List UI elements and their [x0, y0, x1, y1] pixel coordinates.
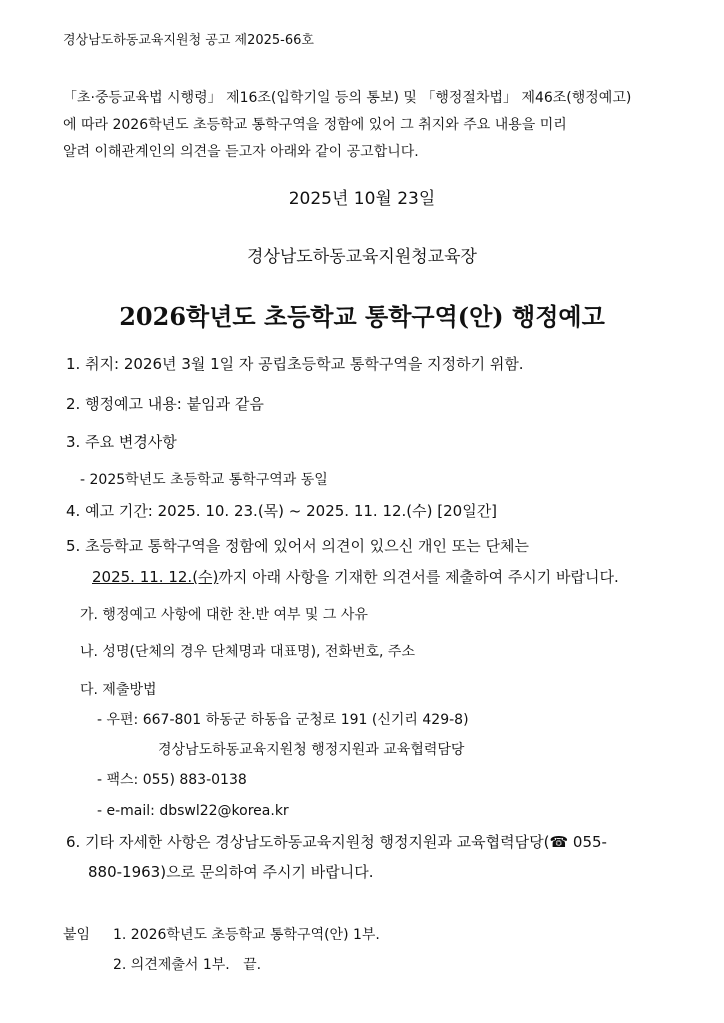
end-mark: 끝.	[243, 957, 262, 973]
intro-line-1: 「초·중등교육법 시행령」 제16조(입학기일 등의 통보) 및 「행정절차법」 제46조(행정예고)	[63, 90, 632, 106]
item-5-c: 다. 제출방법	[80, 682, 157, 698]
item-2: 2. 행정예고 내용: 붙임과 같음	[66, 395, 264, 413]
item-3: 3. 주요 변경사항	[66, 433, 177, 451]
item-5-line-1: 5. 초등학교 통학구역을 정함에 있어서 의견이 있으신 개인 또는 단체는	[66, 537, 529, 555]
item-5-a: 가. 행정예고 사항에 대한 찬.반 여부 및 그 사유	[80, 607, 368, 623]
intro-line-2: 에 따라 2026학년도 초등학교 통학구역을 정함에 있어 그 취지와 주요 내용을 미리	[63, 117, 567, 133]
issuer: 경상남도하동교육지원청교육장	[247, 247, 477, 267]
mail-line-2: 경상남도하동교육지원청 행정지원과 교육협력담당	[158, 742, 465, 758]
item-6-line-1: 6. 기타 자세한 사항은 경상남도하동교육지원청 행정지원과 교육협력담당(☎ 055-	[66, 833, 607, 851]
deadline-date: 2025. 11. 12.(수)	[92, 568, 219, 586]
attachment-1: 1. 2026학년도 초등학교 통학구역(안) 1부.	[113, 927, 380, 943]
attachment-label: 붙임	[63, 927, 91, 943]
announcement-date: 2025년 10월 23일	[288, 189, 436, 209]
document-title: 2026학년도 초등학교 통학구역(안) 행정예고	[119, 302, 605, 331]
email: - e-mail: dbswl22@korea.kr	[97, 803, 289, 819]
item-1: 1. 취지: 2026년 3월 1일 자 공립초등학교 통학구역을 지정하기 위함.	[66, 355, 524, 373]
fax: - 팩스: 055) 883-0138	[97, 772, 247, 788]
item-3-sub: - 2025학년도 초등학교 통학구역과 동일	[80, 472, 328, 488]
attachment-2-text: 2. 의견제출서 1부.	[113, 957, 230, 973]
item-4: 4. 예고 기간: 2025. 10. 23.(목) ~ 2025. 11. 12.(수) [20일간]	[66, 502, 498, 520]
item-6-line-2: 880-1963)으로 문의하여 주시기 바랍니다.	[88, 863, 374, 881]
item-5-line-2	[92, 567, 619, 587]
item-5-line-2-rest: 까지 아래 사항을 기재한 의견서를 제출하여 주시기 바랍니다.	[218, 568, 619, 586]
mail-line-1: - 우편: 667-801 하동군 하동읍 군청로 191 (신기리 429-8)	[97, 712, 469, 728]
notice-number: 경상남도하동교육지원청 공고 제2025-66호	[63, 33, 314, 48]
attachment-2	[113, 955, 261, 975]
intro-line-3: 알려 이해관계인의 의견을 듣고자 아래와 같이 공고합니다.	[63, 144, 419, 160]
item-5-b: 나. 성명(단체의 경우 단체명과 대표명), 전화번호, 주소	[80, 644, 415, 660]
